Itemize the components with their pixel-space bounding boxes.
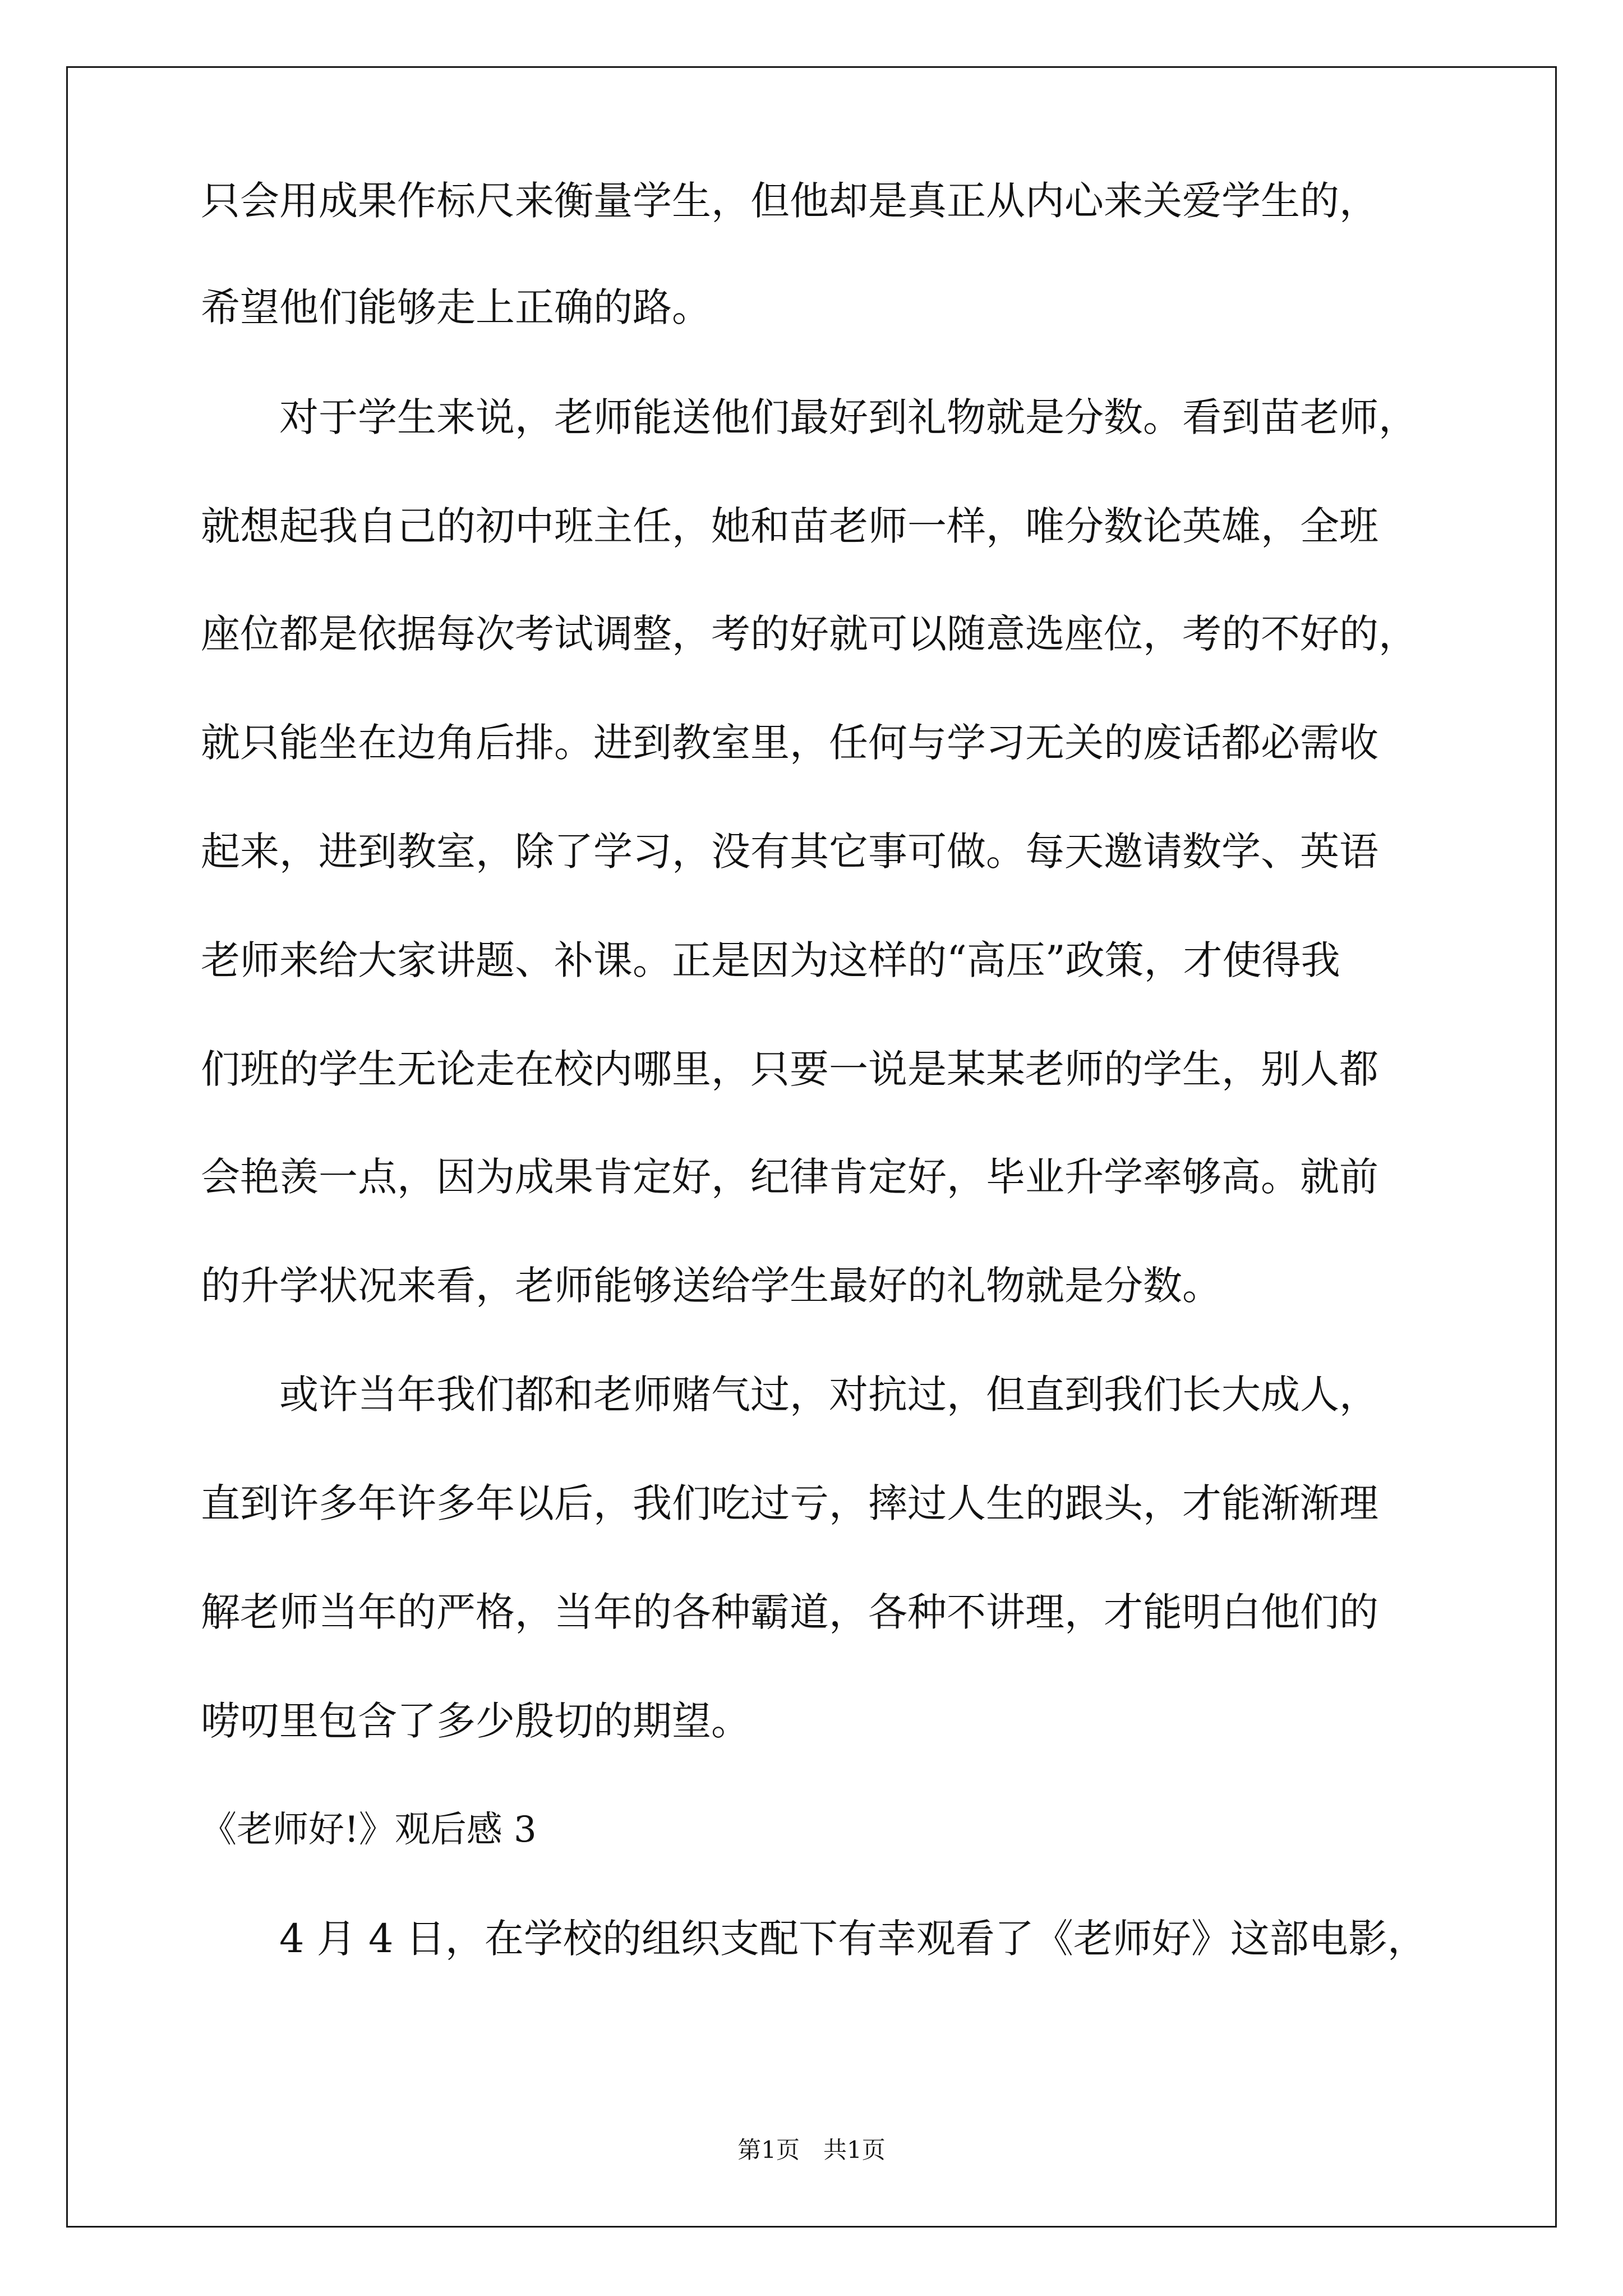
text-line: 4 月 4 日，在学校的组织支配下有幸观看了《老师好》这部电影， (201, 1916, 1427, 1962)
section-heading: 《老师好!》观后感 3 (201, 1809, 537, 1851)
text-line: 老师来给大家讲题、补课。正是因为这样的“高压”政策，才使得我 (201, 937, 1340, 983)
text-line: 或许当年我们都和老师赌气过，对抗过，但直到我们长大成人， (201, 1372, 1378, 1418)
text-line: 起来，进到教室，除了学习，没有其它事可做。每天邀请数学、英语 (201, 829, 1378, 875)
page-border (66, 66, 1557, 2228)
text-line: 解老师当年的严格，当年的各种霸道，各种不讲理，才能明白他们的 (201, 1589, 1378, 1635)
text-line: 们班的学生无论走在校内哪里，只要一说是某某老师的学生，别人都 (201, 1046, 1378, 1092)
text-line: 直到许多年许多年以后，我们吃过亏，摔过人生的跟头，才能渐渐理 (201, 1480, 1378, 1526)
text-line: 的升学状况来看，老师能够送给学生最好的礼物就是分数。 (201, 1263, 1221, 1309)
page-footer: 第1页 共1页 (737, 2136, 886, 2164)
text-line: 希望他们能够走上正确的路。 (201, 284, 711, 330)
text-line: 唠叨里包含了多少殷切的期望。 (201, 1698, 750, 1744)
text-line: 只会用成果作标尺来衡量学生，但他却是真正从内心来关爱学生的， (201, 178, 1378, 224)
text-line: 就想起我自己的初中班主任，她和苗老师一样，唯分数论英雄，全班 (201, 503, 1378, 549)
text-line: 会艳羡一点，因为成果肯定好，纪律肯定好，毕业升学率够高。就前 (201, 1154, 1378, 1200)
text-line: 就只能坐在边角后排。进到教室里，任何与学习无关的废话都必需收 (201, 720, 1378, 766)
text-line: 对于学生来说，老师能送他们最好到礼物就是分数。看到苗老师， (201, 394, 1418, 440)
text-line: 座位都是依据每次考试调整，考的好就可以随意选座位，考的不好的， (201, 611, 1418, 657)
